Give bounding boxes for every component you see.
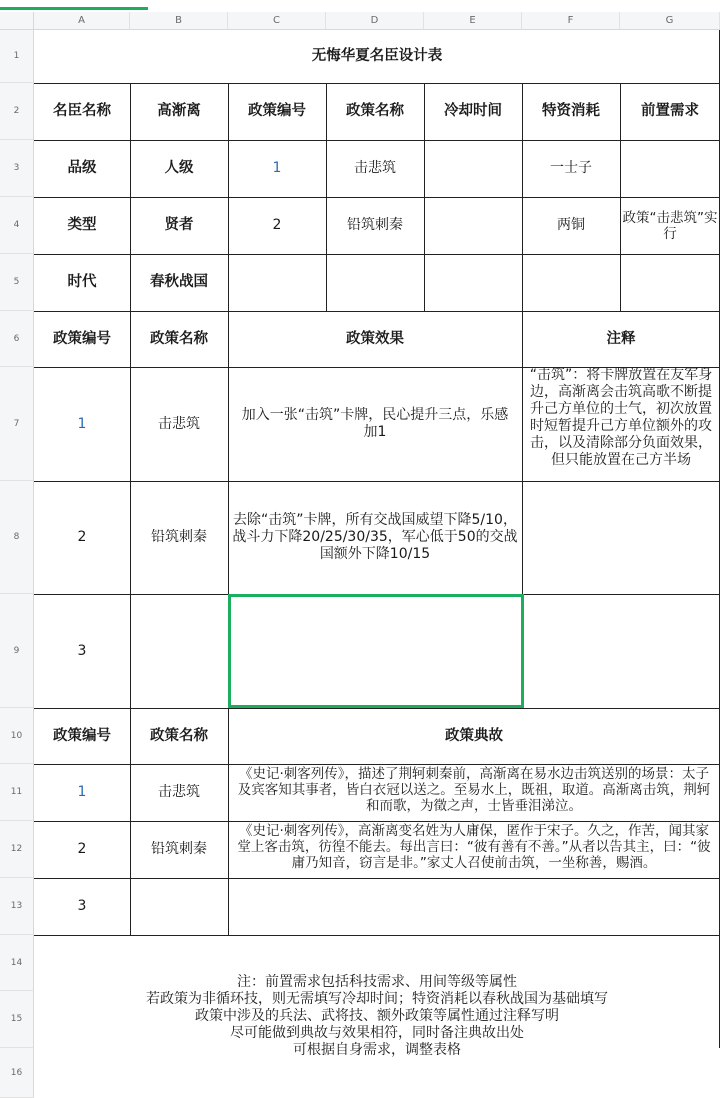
cell-f4[interactable]: 两铜 xyxy=(557,217,585,233)
cell-b2[interactable]: 高渐离 xyxy=(157,103,201,119)
toolbar-strip xyxy=(0,0,720,12)
policy-2-id[interactable]: 2 xyxy=(77,529,87,545)
policy-3-id[interactable]: 3 xyxy=(77,642,87,659)
column-header-c[interactable]: C xyxy=(228,12,326,30)
story-3-text[interactable] xyxy=(228,878,720,935)
note-line: 注：前置需求包括科技需求、用间等级等属性 xyxy=(237,974,517,990)
row-header-2[interactable]: 2 xyxy=(0,83,34,140)
column-header-d[interactable]: D xyxy=(326,12,424,30)
story-3-name[interactable] xyxy=(130,878,228,935)
cell-e3[interactable] xyxy=(424,140,522,197)
cell-e4[interactable] xyxy=(424,197,522,254)
story-1-name[interactable]: 击悲筑 xyxy=(158,784,200,800)
row-header-8[interactable]: 8 xyxy=(0,481,34,594)
policy-3-name[interactable] xyxy=(130,594,228,708)
note-line: 政策中涉及的兵法、武将技、额外政策等属性通过注释写明 xyxy=(195,1008,559,1024)
cell-g3[interactable] xyxy=(620,140,720,197)
note-line: 可根据自身需求，调整表格 xyxy=(293,1042,461,1058)
story-2-id[interactable]: 2 xyxy=(77,841,87,857)
row-header-12[interactable]: 12 xyxy=(0,821,34,878)
policy-2-effect[interactable]: 去除“击筑”卡牌，所有交战国威望下降5/10，战斗力下降20/25/30/35，军心低于50的交战国额外下降10/15 xyxy=(232,512,518,562)
cell-f2[interactable]: 特资消耗 xyxy=(542,103,600,119)
policy-2-note[interactable] xyxy=(522,481,720,594)
cell-a5[interactable]: 时代 xyxy=(67,274,97,290)
cell-b5[interactable]: 春秋战国 xyxy=(150,274,208,290)
cell-a6[interactable]: 政策编号 xyxy=(53,330,111,347)
design-notes[interactable] xyxy=(34,935,720,1098)
row-header-14[interactable]: 14 xyxy=(0,935,34,991)
cell-f3[interactable]: 一士子 xyxy=(550,160,592,176)
story-3-id[interactable]: 3 xyxy=(77,898,87,914)
cell-g2[interactable]: 前置需求 xyxy=(641,103,699,119)
column-header-f[interactable]: F xyxy=(522,12,620,30)
cell-a4[interactable]: 类型 xyxy=(67,217,97,233)
cell-b10[interactable]: 政策名称 xyxy=(150,727,208,744)
policy-2-name[interactable]: 铅筑刺秦 xyxy=(151,529,207,545)
row-header-16[interactable]: 16 xyxy=(0,1048,34,1098)
story-1-id[interactable]: 1 xyxy=(77,784,87,800)
row-header-10[interactable]: 10 xyxy=(0,708,34,764)
row-header-7[interactable]: 7 xyxy=(0,367,34,481)
cell-b6[interactable]: 政策名称 xyxy=(150,330,208,347)
row-header-5[interactable]: 5 xyxy=(0,254,34,311)
cell-a2[interactable]: 名臣名称 xyxy=(53,103,111,119)
cell-g4[interactable]: 政策“击悲筑”实行 xyxy=(622,209,718,242)
row-header-3[interactable]: 3 xyxy=(0,140,34,197)
active-sheet-indicator xyxy=(0,7,148,10)
policy-1-id[interactable]: 1 xyxy=(77,415,87,432)
cell-a10[interactable]: 政策编号 xyxy=(53,727,111,744)
policy-1-name[interactable]: 击悲筑 xyxy=(158,415,200,432)
cell-a3[interactable]: 品级 xyxy=(67,160,97,176)
policy-note-header[interactable]: 注释 xyxy=(606,330,636,347)
selected-cell-outline[interactable] xyxy=(228,594,524,708)
cell-d2[interactable]: 政策名称 xyxy=(346,103,404,119)
cell-c3[interactable]: 1 xyxy=(272,160,282,176)
cell-d4[interactable]: 铅筑刺秦 xyxy=(347,217,403,233)
policy-1-effect[interactable]: 加入一张“击筑”卡牌，民心提升三点，乐感加1 xyxy=(241,407,509,440)
row-header-4[interactable]: 4 xyxy=(0,197,34,254)
column-header-g[interactable]: G xyxy=(620,12,720,30)
note-line: 若政策为非循环技，则无需填写冷却时间；特资消耗以春秋战国为基础填写 xyxy=(146,991,608,1007)
cell-b3[interactable]: 人级 xyxy=(164,160,194,176)
row-header-13[interactable]: 13 xyxy=(0,878,34,935)
row-header-1[interactable]: 1 xyxy=(0,30,34,83)
policy-effect-header[interactable]: 政策效果 xyxy=(346,330,404,347)
cell-d3[interactable]: 击悲筑 xyxy=(354,160,396,176)
column-header-a[interactable]: A xyxy=(34,12,130,30)
cell-e2[interactable]: 冷却时间 xyxy=(444,103,502,119)
row-header-15[interactable]: 15 xyxy=(0,991,34,1048)
story-1-text[interactable]: 《史记·刺客列传》，描述了荆轲刺秦前，高渐离在易水边击筑送别的场景：太子及宾客知其事者，皆白衣冠以送之。至易水上，既祖，取道。高渐离击筑，荆轲和而歌，为徵之声，士皆垂泪涕泣。 xyxy=(237,766,711,814)
row-header-9[interactable]: 9 xyxy=(0,594,34,708)
story-2-name[interactable]: 铅筑刺秦 xyxy=(151,841,207,857)
row-header-6[interactable]: 6 xyxy=(0,311,34,367)
policy-story-header[interactable]: 政策典故 xyxy=(445,727,503,744)
story-2-text[interactable]: 《史记·刺客列传》，高渐离变名姓为人庸保，匿作于宋子。久之，作苦，闻其家堂上客击筑，彷徨不能去。每出言曰：“彼有善有不善。”从者以告其主，曰：“彼庸乃知音，窃言是非。”家丈人召使前击筑，一坐称善，赐酒。 xyxy=(237,823,711,871)
column-header-b[interactable]: B xyxy=(130,12,228,30)
cell-c2[interactable]: 政策编号 xyxy=(248,103,306,119)
column-header-e[interactable]: E xyxy=(424,12,522,30)
row-header-11[interactable]: 11 xyxy=(0,764,34,821)
policy-1-note[interactable]: “击筑”：将卡牌放置在友军身边，高渐离会击筑高歌不断提升己方单位的士气，初次放置时短暂提升己方单位额外的攻击，以及清除部分负面效果，但只能放置在己方半场 xyxy=(529,367,713,468)
cell-b4[interactable]: 贤者 xyxy=(164,217,194,233)
policy-3-note[interactable] xyxy=(522,594,720,708)
sheet-title[interactable]: 无悔华夏名臣设计表 xyxy=(311,48,443,64)
cell-c4[interactable]: 2 xyxy=(272,217,282,233)
select-all-corner[interactable] xyxy=(0,12,34,30)
note-line: 尽可能做到典故与效果相符，同时备注典故出处 xyxy=(230,1025,524,1041)
